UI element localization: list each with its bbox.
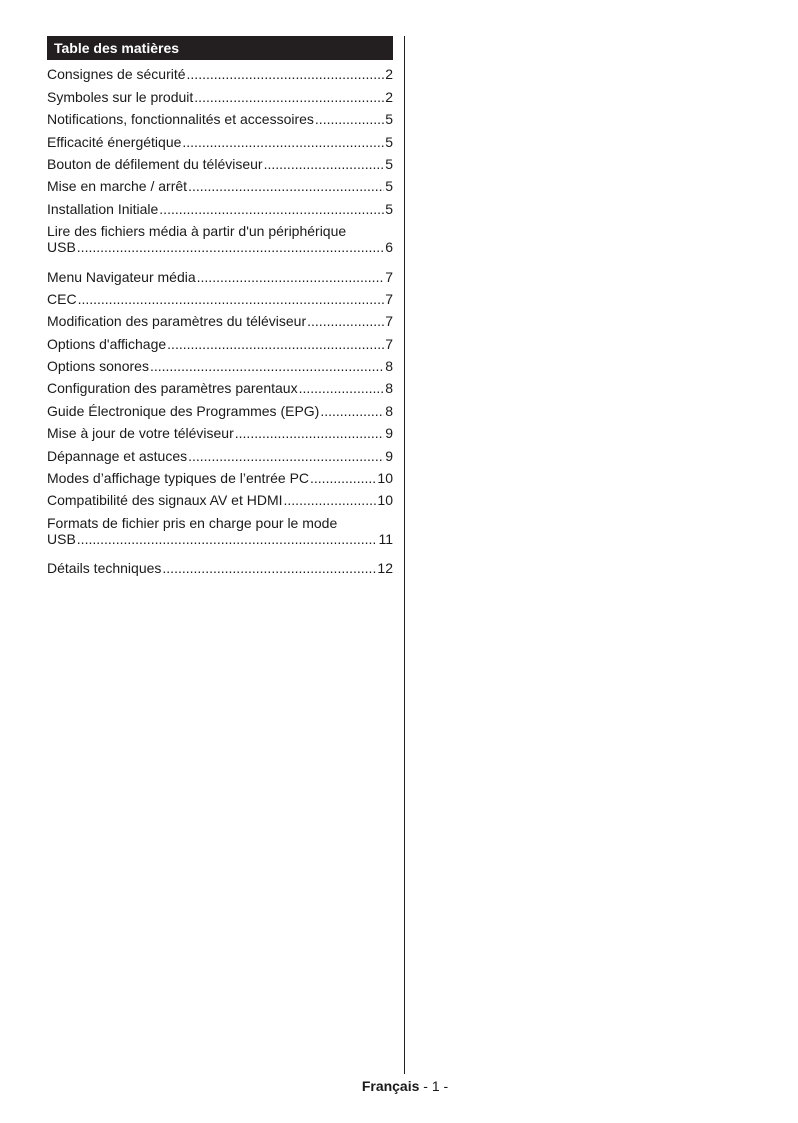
toc-dot-leader	[188, 178, 384, 194]
toc-dot-leader	[284, 492, 377, 508]
toc-entry-page: 5	[385, 155, 393, 172]
toc-entry-line2	[47, 531, 393, 547]
toc-entry-title: Modification des paramètres du téléviseur	[47, 313, 307, 330]
toc-entry-page: 8	[385, 380, 393, 397]
toc-entry-page: 7	[385, 290, 393, 307]
toc-entry-page: 5	[385, 200, 393, 217]
toc-entry-page: 9	[385, 425, 393, 442]
toc-dot-leader	[188, 448, 384, 464]
page-footer	[0, 1078, 798, 1094]
toc-entry-title: Installation Initiale	[47, 200, 159, 217]
toc-dot-leader	[187, 66, 385, 82]
toc-entry-page: 2	[385, 66, 393, 83]
toc-dot-leader	[315, 111, 384, 127]
toc-entry-title: Symboles sur le produit	[47, 88, 194, 105]
toc-entry-title-continued: USB	[47, 239, 76, 256]
toc-entry-title: Compatibilité des signaux AV et HDMI	[47, 492, 283, 509]
toc-entry-page: 7	[385, 268, 393, 285]
toc-entry-page: 9	[385, 447, 393, 464]
toc-entry[interactable]	[47, 150, 393, 172]
toc-entry-page: 8	[385, 358, 393, 375]
toc-entry-title: Bouton de défilement du téléviseur	[47, 155, 263, 172]
footer-language: Français	[361, 1078, 420, 1094]
toc-entry-page: 10	[377, 470, 393, 487]
table-of-contents	[47, 36, 393, 576]
toc-entry-page: 5	[385, 178, 393, 195]
toc-entry[interactable]	[47, 554, 393, 576]
toc-entry[interactable]	[47, 352, 393, 374]
toc-dot-leader	[159, 201, 384, 217]
toc-dot-leader	[320, 403, 384, 419]
toc-entry[interactable]	[47, 223, 393, 262]
toc-entry-title: Mise à jour de votre téléviseur	[47, 425, 234, 442]
toc-dot-leader	[299, 380, 385, 396]
toc-entry-title: Configuration des paramètres parentaux	[47, 380, 298, 397]
toc-dot-leader	[77, 239, 384, 255]
toc-entry-page: 6	[385, 239, 393, 256]
toc-entry[interactable]	[47, 486, 393, 508]
toc-entry[interactable]	[47, 127, 393, 149]
toc-entry-title: Options sonores	[47, 358, 149, 375]
toc-entry[interactable]	[47, 60, 393, 82]
toc-dot-leader	[77, 531, 378, 547]
toc-entry[interactable]	[47, 105, 393, 127]
toc-dot-leader	[310, 470, 376, 486]
toc-entry-title: Modes d’affichage typiques de l’entrée PC	[47, 470, 310, 487]
toc-dot-leader	[235, 425, 384, 441]
toc-dot-leader	[167, 336, 384, 352]
toc-entry-title: Détails techniques	[47, 560, 162, 577]
toc-entry[interactable]	[47, 262, 393, 284]
toc-entry[interactable]	[47, 172, 393, 194]
toc-entry-title: Consignes de sécurité	[47, 66, 186, 83]
toc-list	[47, 60, 393, 576]
toc-dot-leader	[197, 269, 385, 285]
toc-entry-page: 8	[385, 402, 393, 419]
toc-dot-leader	[264, 156, 385, 172]
toc-entry[interactable]	[47, 419, 393, 441]
column-divider	[404, 36, 405, 1074]
toc-entry-title: Lire des fichiers média à partir d'un périphérique	[47, 223, 347, 240]
toc-entry-page: 5	[385, 111, 393, 128]
toc-entry[interactable]	[47, 515, 393, 554]
toc-entry[interactable]	[47, 441, 393, 463]
toc-entry[interactable]	[47, 194, 393, 216]
toc-entry-title: Guide Électronique des Programmes (EPG)	[47, 402, 320, 419]
toc-entry[interactable]	[47, 396, 393, 418]
toc-entry-title: Options d'affichage	[47, 335, 167, 352]
toc-dot-leader	[182, 134, 384, 150]
toc-entry-page: 7	[385, 335, 393, 352]
toc-entry-page: 11	[378, 530, 393, 547]
toc-entry-page: 10	[377, 492, 393, 509]
toc-dot-leader	[78, 291, 385, 307]
toc-entry-title: Dépannage et astuces	[47, 447, 188, 464]
toc-entry-page: 2	[385, 88, 393, 105]
toc-entry-title: Mise en marche / arrêt	[47, 178, 188, 195]
toc-entry-title: Menu Navigateur média	[47, 268, 196, 285]
toc-entry-title: Formats de fichier pris en charge pour le mode	[47, 514, 338, 531]
footer-page-number: - 1 -	[419, 1078, 449, 1094]
toc-entry-title: Notifications, fonctionnalités et accessoires	[47, 111, 314, 128]
toc-entry-title: CEC	[47, 290, 77, 307]
toc-entry-title: Efficacité énergétique	[47, 133, 182, 150]
toc-entry-line2	[47, 239, 393, 255]
toc-entry-title-continued: USB	[47, 530, 76, 547]
toc-entry-page: 7	[385, 313, 393, 330]
toc-entry[interactable]	[47, 285, 393, 307]
toc-entry[interactable]	[47, 307, 393, 329]
toc-dot-leader	[194, 89, 384, 105]
toc-entry[interactable]	[47, 374, 393, 396]
toc-dot-leader	[162, 560, 376, 576]
toc-dot-leader	[150, 358, 384, 374]
toc-entry-page: 12	[377, 560, 393, 577]
toc-dot-leader	[307, 313, 384, 329]
toc-entry[interactable]	[47, 329, 393, 351]
toc-entry-page: 5	[385, 133, 393, 150]
toc-entry[interactable]	[47, 464, 393, 486]
toc-heading: Table des matières	[47, 36, 393, 60]
toc-entry[interactable]	[47, 82, 393, 104]
